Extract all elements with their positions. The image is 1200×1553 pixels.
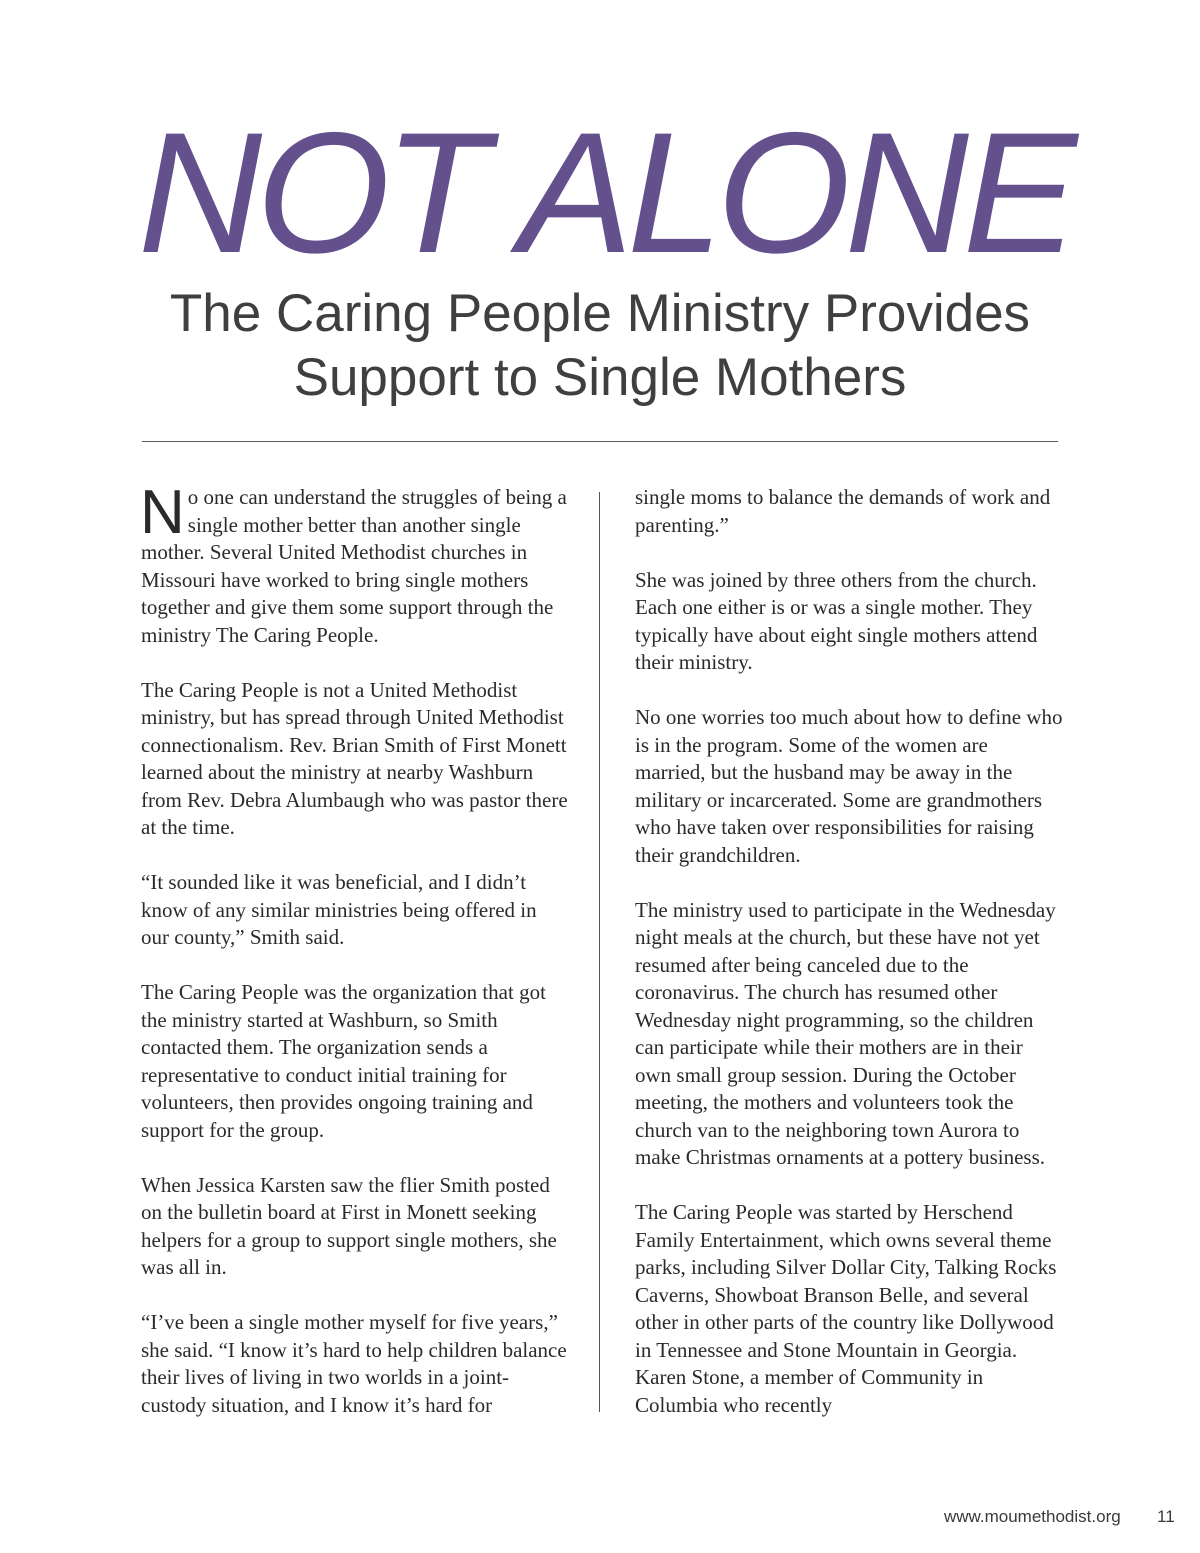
paragraph: The ministry used to participate in the Wednesday night meals at the church, but these have not yet resumed after being canceled due to the coronavirus. The church has resumed other Wednesday night programming, so the children can participate while their mothers are in their own small group session. During the October meeting, the mothers and volunteers took the church van to the neighboring town Aurora to make Christmas ornaments at a pottery business.: [635, 897, 1056, 1169]
paragraph: The Caring People was started by Herschend Family Entertainment, which owns several theme parks, including Silver Dollar City, Talking Rocks Caverns, Showboat Branson Belle, and several other in other parts of the country like Dollywood in Tennessee and Stone Mountain in Georgia. Karen Stone, a member of Community in Columbia who recently: [635, 1200, 1057, 1417]
paragraph: single moms to balance the demands of work and parenting.”: [635, 485, 1051, 537]
paragraph: She was joined by three others from the church. Each one either is or was a single mother. They typically have about eight single mothers attend their ministry.: [635, 567, 1038, 674]
column-divider: [599, 492, 600, 1412]
paragraph: When Jessica Karsten saw the flier Smith posted on the bulletin board at First in Monett seeking helpers for a group to support single mothers, she was all in.: [141, 1172, 557, 1279]
paragraph: The Caring People is not a United Methodist ministry, but has spread through United Methodist connectionalism. Rev. Brian Smith of First Monett learned about the ministry at nearby Washburn from Rev. Debra Alumbaugh who was pastor there at the time.: [141, 677, 568, 839]
drop-cap: N: [140, 478, 185, 547]
subtitle-line-1: The Caring People Ministry Provides: [169, 284, 1031, 343]
page-number: 11: [1157, 1507, 1175, 1526]
article-column-left: [140, 478, 569, 1447]
subtitle-line-2: Support to Single Mothers: [293, 348, 907, 407]
subtitle: [130, 282, 1070, 410]
paragraph: “I’ve been a single mother myself for five years,” she said. “I know it’s hard to help children balance their lives of living in two worlds in a joint-custody situation, and I know it’s hard for: [141, 1310, 567, 1417]
paragraph: No one worries too much about how to define who is in the program. Some of the women are married, but the husband may be away in the military or incarcerated. Some are grandmothers who have taken over responsibilities for raising their grandchildren.: [635, 705, 1063, 867]
paragraph: [140, 478, 569, 649]
footer-url[interactable]: www.moumethodist.org: [944, 1507, 1121, 1526]
paragraph-text: o one can understand the struggles of being a single mother better than another single mother. Several United Methodist churches in Missouri have worked to bring single mothers together and give them some support through the ministry The Caring People.: [141, 485, 567, 647]
article-column-right: [635, 484, 1063, 1447]
paragraph: The Caring People was the organization that got the ministry started at Washburn, so Smith contacted them. The organization sends a representative to conduct initial training for volunteers, then provides ongoing training and support for the group.: [141, 980, 546, 1142]
paragraph: “It sounded like it was beneficial, and I didn’t know of any similar ministries being offered in our county,” Smith said.: [141, 870, 537, 949]
headline: NOT ALONE: [138, 97, 1072, 289]
title-divider: [142, 441, 1058, 442]
